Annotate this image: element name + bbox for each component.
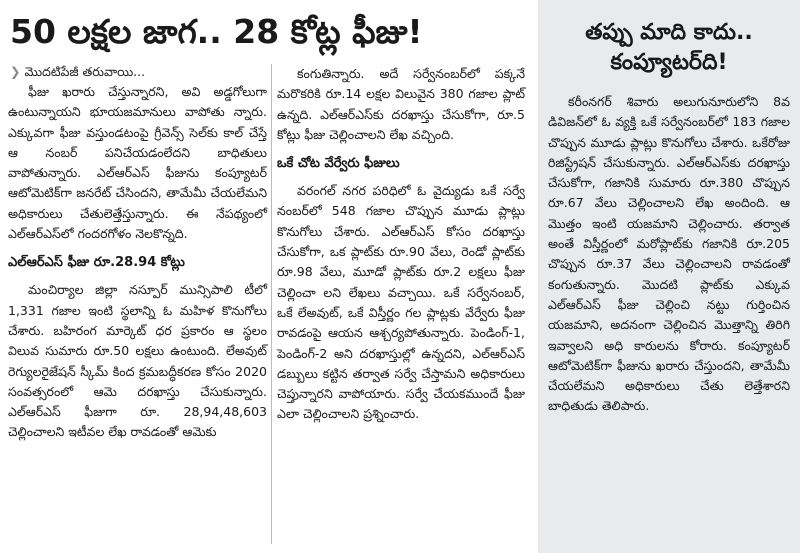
paragraph: మంచిర్యాల జిల్లా నస్పూర్ మున్సిపాలి టీలో 1,331 గజాల ఇంటి స్థలాన్ని ఓ మహిళ కొనుగోలు చేశారు. బహిరంగ మార్కెట్ ధర ప్రకారం ఆ స్థలం విలువ సుమారు రూ.50 లక్షలు ఉంటుంది. లేఅవుట్ రెగ్యులరైజేషన్ స్కీమ్ కింద క్రమబద్ధీకరణ కోసం 2020 సంవత్సరంలో ఆమె దరఖాస్తు చేసుకున్నారు. ఎల్‌ఆర్‌ఎస్ ఫీజుగా రూ. 28,94,48,603 చెల్లించాలని ఇటీవల లేఖ రావడంతో ఆమెకు	[8, 282, 267, 440]
column-divider	[271, 64, 272, 544]
article-column-2	[277, 64, 525, 425]
chevron-right-icon: ❯	[10, 64, 21, 79]
paragraph: వరంగల్ నగర పరిధిలో ఓ వైద్యుడు ఒకే సర్వే నంబర్‌లో 548 గజాల చొప్పున మూడు ప్లాట్లు కొనుగోలు చేశారు. ఎల్‌ఆర్‌ఎస్ కోసం దరఖాస్తు చేసుకోగా, ఒక ప్లాట్‌కు రూ.90 వేలు, రెండో ప్లాట్‌కు రూ.98 వేలు, మూడో ప్లాట్‌కు రూ.2 లక్షలు ఫీజు చెల్లించా లని లేఖలు వచ్చాయి. ఒకే సర్వేనంబర్, ఒకే లేఅవుట్, ఒకే విస్తీర్ణం గల ప్లాట్లకు వేర్వేరు ఫీజు రావడంపై ఆయన ఆశ్చర్యపోతున్నారు. పెండింగ్-1, పెండింగ్-2 అని దరఖాస్తుల్లో ఉన్నదని, ఎల్‌ఆర్‌ఎస్ డబ్బులు కట్టిన తర్వాత సర్వే చేస్తామని అధికారులు చెప్తున్నారని వాపోయారు. సర్వే చేయకముందే ఫీజు ఎలా చెల్లించాలని ప్రశ్నించారు.	[277, 183, 525, 422]
article-column-1	[8, 82, 267, 443]
sidebar-box	[538, 0, 800, 553]
sidebar-title: తప్పు మాది కాదు.. కంప్యూటర్‌ది!	[585, 20, 753, 75]
kicker-label: మొదటిపేజీ తరువాయి...	[24, 64, 146, 79]
paragraph: ఫీజు ఖరారు చేస్తున్నారని, అవి అడ్డగోలుగా ఉంటున్నాయని భూయజమానులు వాపోతు న్నారు. ఎక్కువగా ఫీజు వస్తుండటంపై గ్రీవెన్స్ సెల్‌కు కాల్ చేస్తే ఆ నంబర్ పనిచేయడంలేదని బాధితులు వాపోతున్నారు. ఎల్‌ఆర్‌ఎస్ ఫీజును కంప్యూటర్ ఆటోమెటిక్‌గా జనరేట్ చేసిందని, తామేమీ చేయలేమని అధికారులు చేతులెత్తేస్తున్నారు. ఈ నేపథ్యంలో ఎల్‌ఆర్‌ఎస్‌లో గందరగోళం నెలకొన్నది.	[8, 84, 267, 242]
headline: 50 లక్షల జాగ.. 28 కోట్ల ఫీజు!	[10, 12, 423, 51]
paragraph: కంగుతిన్నారు. అదే సర్వేనంబర్‌లో పక్కనే మరొకరికి రూ.14 లక్షల విలువైన 380 గజాల ప్లాట్ ఉన్నది. ఎల్‌ఆర్‌ఎస్‌కు దరఖాస్తు చేసుకోగా, రూ.5 కోట్లు ఫీజు చెల్లించాలని లేఖ వచ్చింది.	[277, 66, 525, 142]
subheading: ఎల్‌ఆర్‌ఎస్ ఫీజు రూ.28.94 కోట్లు	[8, 255, 185, 271]
sidebar-paragraph: కరీంనగర్ శివారు అలుగునూరులోని 8వ డివిజన్‌లో ఓ వ్యక్తి ఒకే సర్వేనంబర్‌లో 183 గజాల చొప్పున మూడు ప్లాట్లు కొనుగోలు చేశారు. ఒకేరోజు రిజిస్ట్రేషన్ చేసుకున్నారు. ఎల్‌ఆర్‌ఎస్‌కు దరఖాస్తు చేసుకోగా, గజానికి సుమారు రూ.380 చొప్పున రూ.67 వేలు చెల్లించాలని లేఖ అందింది. ఆ మొత్తం ఇంటి యజమాని చెల్లించారు. తర్వాత అంతే విస్తీర్ణంలో మరోప్లాట్‌కు గజానికి రూ.205 చొప్పున రూ.37 వేలు చెల్లించాలని రావడంతో కంగుతున్నారు. మొదటి ప్లాట్‌కు ఎక్కువ ఎల్‌ఆర్‌ఎస్ ఫీజు చెల్లించి నట్టు గుర్తించిన యజమాని, అదనంగా చెల్లించిన మొత్తాన్ని తిరిగి ఇవ్వాలని అధి కారులను కోరారు. కంప్యూటర్ ఆటోమెటిక్‌గా ఫీజును ఖరారు చేస్తుందని, తామేమీ చేయలేమని అధికారులు చేతు లెత్తేశారని బాధితుడు తెలిపారు.	[548, 94, 790, 414]
subheading: ఒకే చోట వేర్వేరు ఫీజులు	[277, 156, 400, 172]
continued-from-front-page	[10, 64, 270, 83]
